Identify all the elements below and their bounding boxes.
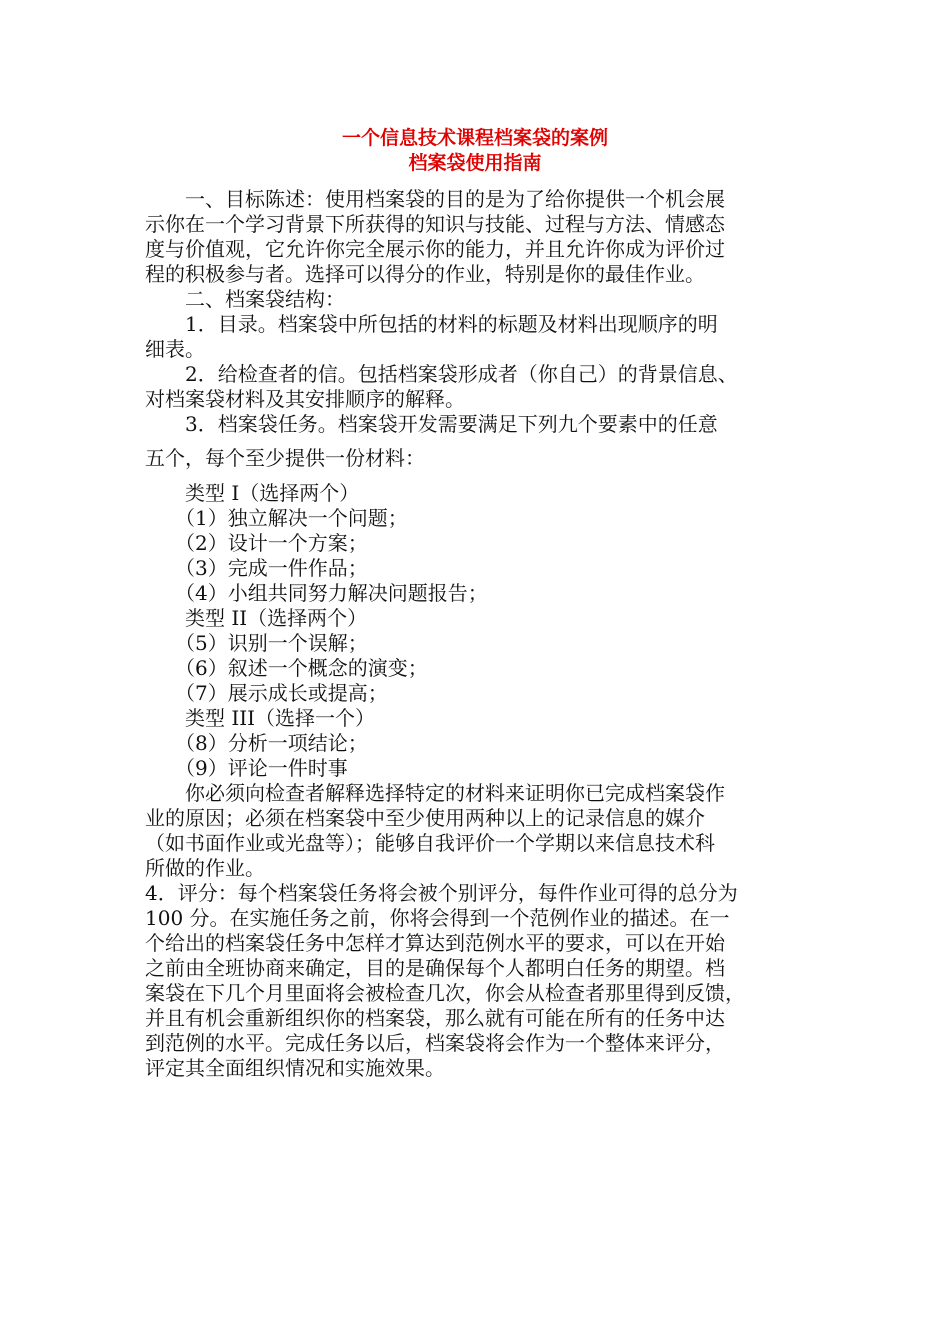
body-line: 1．目录。档案袋中所包括的材料的标题及材料出现顺序的明	[145, 312, 718, 336]
document-subtitle: 档案袋使用指南	[408, 152, 542, 174]
body-line: 类型 II（选择两个）	[145, 606, 368, 630]
body-line: 二、档案袋结构：	[145, 287, 345, 311]
body-line: 对档案袋材料及其安排顺序的解释。	[145, 387, 465, 411]
body-line: 类型 III（选择一个）	[145, 706, 376, 730]
body-line: 你必须向检查者解释选择特定的材料来证明你已完成档案袋作	[145, 781, 725, 805]
body-line: 细表。	[145, 337, 205, 361]
body-line: 4．评分：每个档案袋任务将会被个别评分，每件作业可得的总分为	[145, 881, 738, 905]
body-line: 类型 I（选择两个）	[145, 481, 360, 505]
body-line: 100 分。在实施任务之前，你将会得到一个范例作业的描述。在一	[145, 906, 730, 930]
body-line: 3．档案袋任务。档案袋开发需要满足下列九个要素中的任意	[145, 412, 718, 436]
body-line: 示你在一个学习背景下所获得的知识与技能、过程与方法、情感态	[145, 212, 725, 236]
body-line: （1）独立解决一个问题；	[145, 506, 408, 530]
body-line: （8）分析一项结论；	[145, 731, 368, 755]
body-line: （4）小组共同努力解决问题报告；	[145, 581, 488, 605]
body-line: （2）设计一个方案；	[145, 531, 368, 555]
body-line: （9）评论一件时事	[145, 756, 348, 780]
body-line: 业的原因；必须在档案袋中至少使用两种以上的记录信息的媒介	[145, 806, 705, 830]
body-line: 评定其全面组织情况和实施效果。	[145, 1056, 445, 1080]
body-line: 程的积极参与者。选择可以得分的作业，特别是你的最佳作业。	[145, 262, 705, 286]
body-line: 个给出的档案袋任务中怎样才算达到范例水平的要求，可以在开始	[145, 931, 725, 955]
body-line: 之前由全班协商来确定，目的是确保每个人都明白任务的期望。档	[145, 956, 725, 980]
body-line: 案袋在下几个月里面将会被检查几次，你会从检查者那里得到反馈，	[145, 981, 745, 1005]
body-line: （如书面作业或光盘等）；能够自我评价一个学期以来信息技术科	[145, 831, 715, 855]
document-title: 一个信息技术课程档案袋的案例	[341, 127, 608, 149]
body-line: 五个，每个至少提供一份材料：	[145, 446, 425, 470]
body-line: （6）叙述一个概念的演变；	[145, 656, 428, 680]
body-line: 2．给检查者的信。包括档案袋形成者（你自己）的背景信息、	[145, 362, 738, 386]
body-line: （3）完成一件作品；	[145, 556, 368, 580]
body-line: 并且有机会重新组织你的档案袋，那么就有可能在所有的任务中达	[145, 1006, 725, 1030]
body-line: （7）展示成长或提高；	[145, 681, 388, 705]
body-line: 度与价值观，它允许你完全展示你的能力，并且允许你成为评价过	[145, 237, 725, 261]
body-line: 到范例的水平。完成任务以后，档案袋将会作为一个整体来评分，	[145, 1031, 725, 1055]
body-line: （5）识别一个误解；	[145, 631, 368, 655]
body-line: 一、目标陈述：使用档案袋的目的是为了给你提供一个机会展	[145, 187, 725, 211]
body-line: 所做的作业。	[145, 856, 265, 880]
